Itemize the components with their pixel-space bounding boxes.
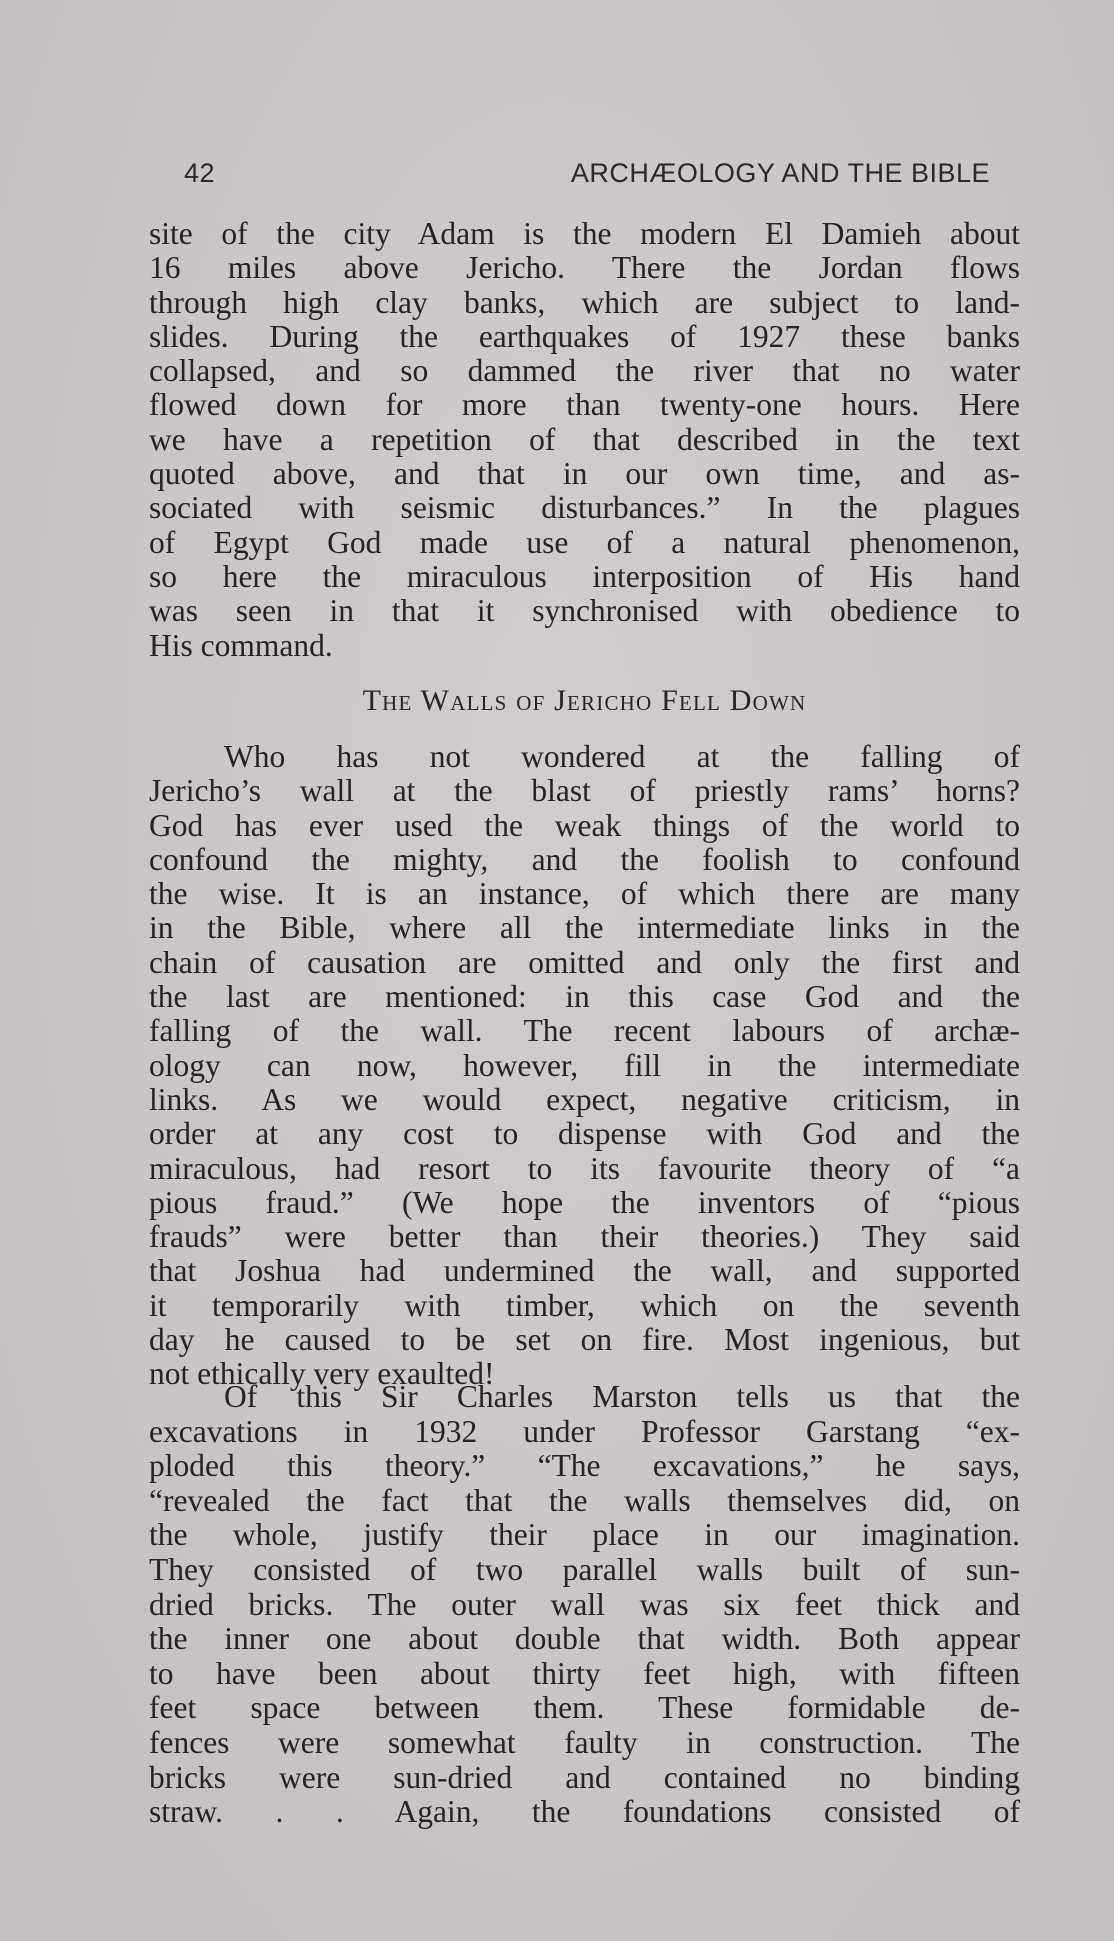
text-line: falling of the wall. The recent labours of archæ-: [149, 1013, 1020, 1049]
text-line: They consisted of two parallel walls built of sun-: [149, 1551, 1020, 1587]
text-line: feet space between them. These formidable de-: [149, 1690, 1020, 1726]
text-line: to have been about thirty feet high, with fifteen: [149, 1655, 1020, 1691]
text-line: confound the mighty, and the foolish to confound: [149, 841, 1020, 877]
text-line: through high clay banks, which are subject to land-: [149, 284, 1020, 320]
page-number: 42: [184, 158, 216, 188]
text-line: links. As we would expect, negative criticism, in: [149, 1081, 1020, 1117]
text-line: site of the city Adam is the modern El Damieh about: [149, 216, 1020, 251]
text-line: sociated with seismic disturbances.” In the plagues: [149, 490, 1020, 526]
text-line: that Joshua had undermined the wall, and supported: [149, 1253, 1020, 1289]
text-line: not ethically very exaulted!: [149, 1356, 495, 1392]
book-title: ARCHÆOLOGY AND THE BIBLE: [570, 158, 990, 188]
text-line: was seen in that it synchronised with obedience to: [149, 593, 1020, 629]
text-line: dried bricks. The outer wall was six feet thick and: [149, 1586, 1020, 1622]
section-heading: The Walls of Jericho Fell Down: [362, 684, 807, 717]
text-line: collapsed, and so dammed the river that no water: [149, 353, 1020, 389]
paragraph-3: [149, 1380, 1020, 1830]
paragraph-1: [149, 217, 1020, 663]
text-line: fences were somewhat faulty in construction. The: [149, 1724, 1020, 1760]
text-line: in the Bible, where all the intermediate links in the: [149, 910, 1020, 946]
text-line: God has ever used the weak things of the world to: [149, 807, 1020, 843]
text-line: bricks were sun-dried and contained no binding: [149, 1759, 1020, 1795]
paragraph-2: [149, 740, 1020, 1392]
text-line: we have a repetition of that described in the text: [149, 421, 1020, 457]
text-line: so here the miraculous interposition of His hand: [149, 558, 1020, 594]
text-line: Jericho’s wall at the blast of priestly rams’ horns?: [149, 773, 1020, 809]
text-line: of Egypt God made use of a natural phenomenon,: [149, 524, 1020, 560]
text-line: Who has not wondered at the falling of: [224, 739, 1020, 774]
text-line: frauds” were better than their theories.) They said: [149, 1219, 1020, 1255]
text-line: slides. During the earthquakes of 1927 these banks: [149, 318, 1020, 354]
running-head: [184, 158, 990, 194]
text-line: it temporarily with timber, which on the seventh: [149, 1287, 1020, 1323]
text-line: day he caused to be set on fire. Most ingenious, but: [149, 1322, 1020, 1358]
text-line: the whole, justify their place in our imagination.: [149, 1517, 1020, 1553]
text-line: ploded this theory.” “The excavations,” he says,: [149, 1448, 1020, 1484]
text-line: 16 miles above Jericho. There the Jordan flows: [149, 250, 1020, 286]
text-line: flowed down for more than twenty-one hours. Here: [149, 387, 1020, 423]
text-line: Of this Sir Charles Marston tells us that the: [224, 1379, 1020, 1414]
text-line: ology can now, however, fill in the intermediate: [149, 1047, 1020, 1083]
text-line: the inner one about double that width. Both appear: [149, 1621, 1020, 1657]
text-line: chain of causation are omitted and only the first and: [149, 944, 1020, 980]
text-line: quoted above, and that in our own time, and as-: [149, 456, 1020, 492]
text-line: order at any cost to dispense with God and the: [149, 1116, 1020, 1152]
text-line: “revealed the fact that the walls themselves did, on: [149, 1482, 1020, 1518]
text-line: His command.: [149, 627, 333, 663]
text-line: the last are mentioned: in this case God and the: [149, 979, 1020, 1015]
text-line: excavations in 1932 under Professor Garstang “ex-: [149, 1413, 1020, 1449]
text-line: pious fraud.” (We hope the inventors of “pious: [149, 1184, 1020, 1220]
text-line: straw. . . Again, the foundations consisted of: [149, 1794, 1020, 1830]
text-line: the wise. It is an instance, of which there are many: [149, 876, 1020, 912]
text-line: miraculous, had resort to its favourite theory of “a: [149, 1150, 1020, 1186]
